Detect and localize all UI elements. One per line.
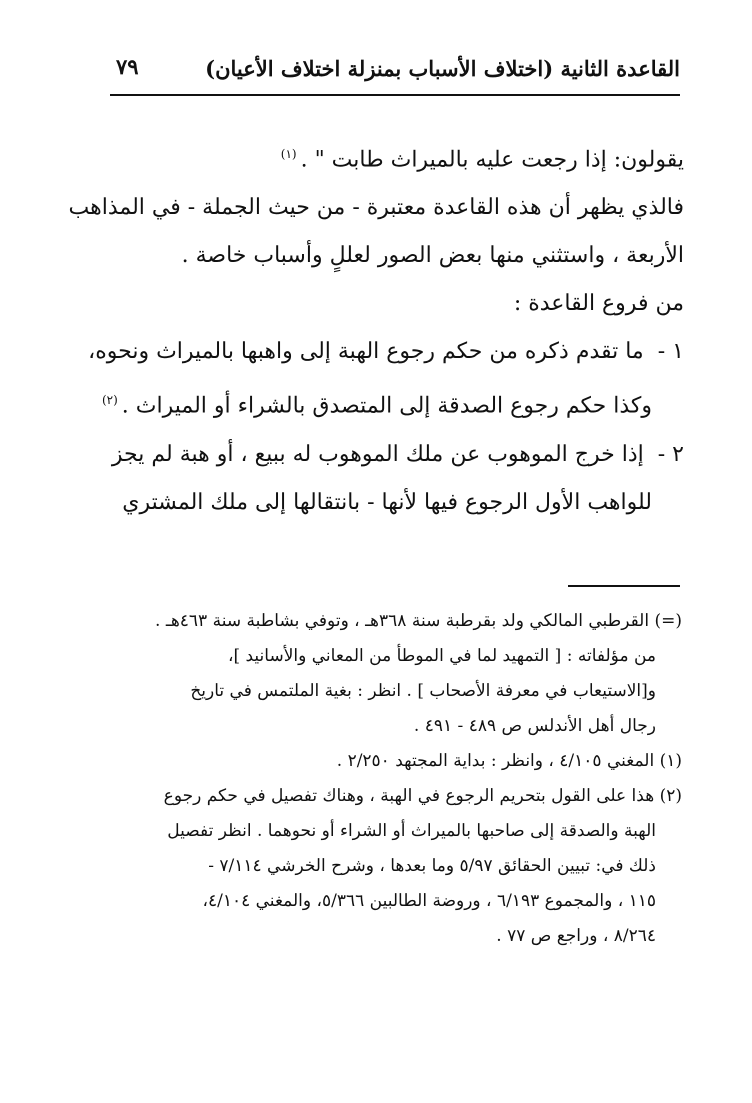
list-item-1-continuation [96,376,684,430]
main-text [68,130,684,527]
header-divider [110,94,680,96]
list-item-2-number: ٢ - [657,441,684,467]
footnote-continued-line-4: رجال أهل الأندلس ص ٤٨٩ - ٤٩١ . [413,716,656,736]
page-number: ٧٩ [116,54,139,79]
list-item-2-text: إذا خرج الموهوب عن ملك الموهوب له ببيع ، أو هبة لم يجز [111,441,644,467]
list-item-2-continuation: للواهب الأول الرجوع فيها لأنها - بانتقالها إلى ملك المشتري [122,489,652,515]
footnote-2-line-2: الهبة والصدقة إلى صاحبها بالميراث أو الشراء أو نحوهما . انظر تفصيل [167,821,656,841]
footnote-ref-2[interactable]: (٢) [101,393,118,408]
footnote-divider [568,585,680,587]
text-line-1-content: يقولون: إذا رجعت عليه بالميراث طابت " . [300,147,684,173]
footnote-2-line-4: ١١٥ ، والمجموع ٦/١٩٣ ، وروضة الطالبين ٥/٣٦٦، والمغني ٤/١٠٤، [202,891,656,911]
list-item-1-continuation-text: وكذا حكم رجوع الصدقة إلى المتصدق بالشراء أو الميراث . [121,393,652,419]
footnote-2-line-5: ٨/٢٦٤ ، وراجع ص ٧٧ . [496,926,656,946]
footnote-continued-line-3: و[الاستيعاب في معرفة الأصحاب ] . انظر : بغية الملتمس في تاريخ [190,681,656,701]
running-header [110,52,680,96]
footnote-1: (١) المغني ٤/١٠٥ ، وانظر : بداية المجتهد ٢/٢٥٠ . [336,751,682,771]
footnote-continued-line-1: (=) القرطبي المالكي ولد بقرطبة سنة ٣٦٨هـ ، وتوفي بشاطبة سنة ٤٦٣هـ . [155,611,682,631]
footnote-continued-line-2: من مؤلفاته : [ التمهيد لما في الموطأ من المعاني والأسانيد ]، [227,646,656,666]
list-item-1 [88,328,684,376]
list-item-1-number: ١ - [657,339,684,365]
text-line-2: فالذي يظهر أن هذه القاعدة معتبرة - من حيث الجملة - في المذاهب [68,195,684,221]
footnotes-section [92,604,682,954]
page-header-title: القاعدة الثانية (اختلاف الأسباب بمنزلة اختلاف الأعيان) [205,56,680,81]
footnote-ref-1[interactable]: (١) [280,147,297,161]
section-heading: من فروع القاعدة : [513,291,684,317]
footnote-2-line-3: ذلك في: تبيين الحقائق ٥/٩٧ وما بعدها ، وشرح الخرشي ٧/١١٤ - [208,856,656,876]
text-line-1 [96,130,684,184]
footnote-2-line-1: (٢) هذا على القول بتحريم الرجوع في الهبة ، وهناك تفصيل في حكم رجوع [163,786,682,806]
list-item-1-text: ما تقدم ذكره من حكم رجوع الهبة إلى واهبها بالميراث ونحوه، [88,339,644,365]
text-line-3: الأربعة ، واستثني منها بعض الصور لعللٍ وأسباب خاصة . [181,243,684,269]
list-item-2 [96,431,684,479]
